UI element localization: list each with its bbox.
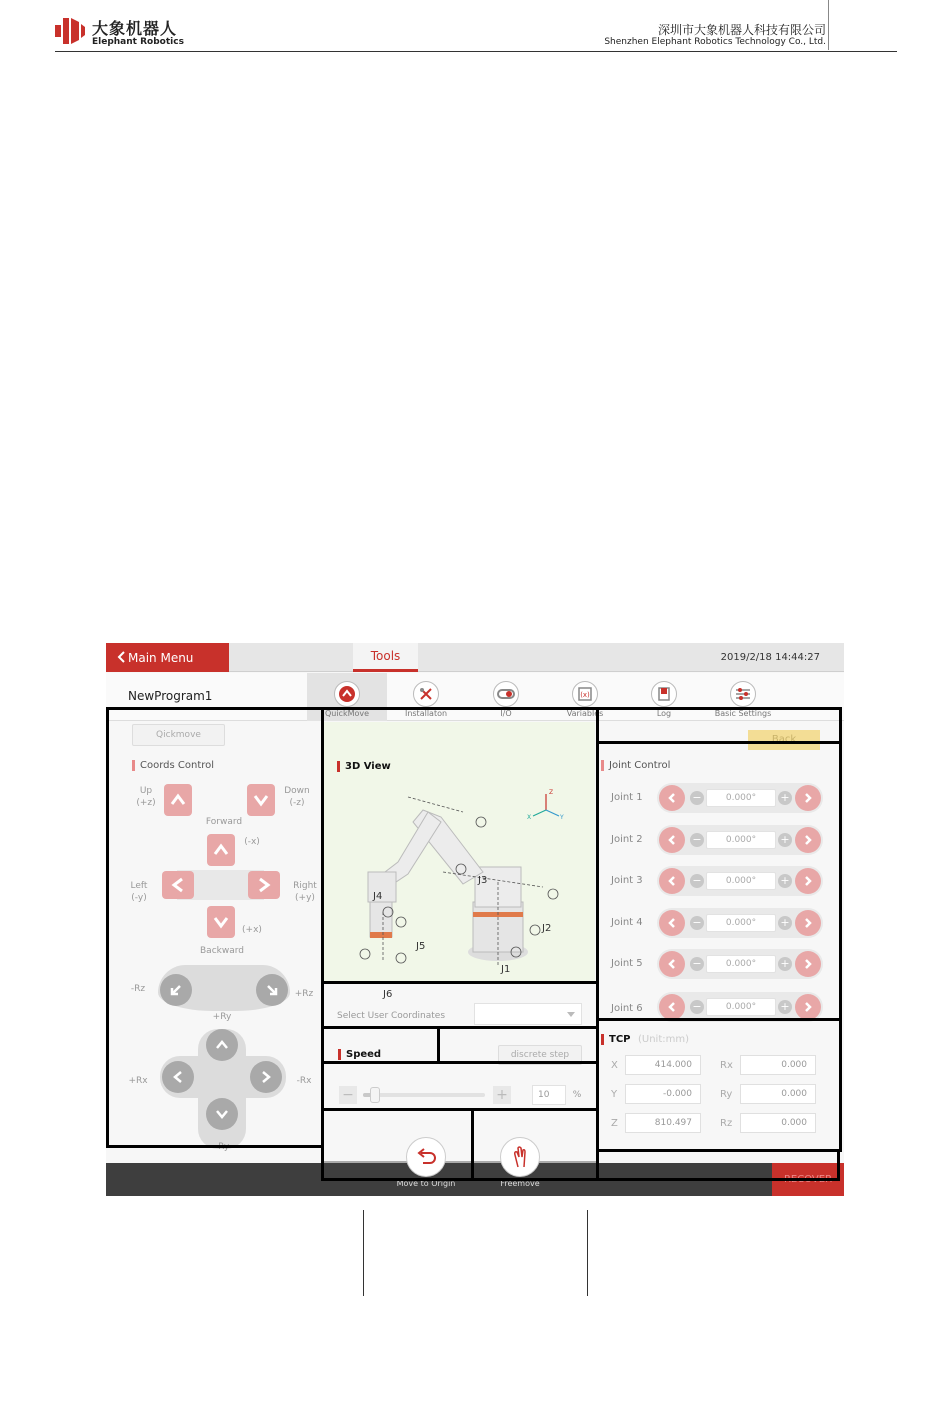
joint-label: Joint 4	[611, 917, 643, 928]
down-button[interactable]	[247, 784, 275, 816]
nav-label: I/O	[500, 709, 512, 718]
speed-title: Speed	[338, 1049, 381, 1060]
joint-6-increase-button[interactable]	[795, 994, 821, 1020]
left-label: Left (-y)	[130, 881, 148, 903]
backward-button[interactable]	[207, 906, 235, 938]
joint-1-value: 0.000°	[706, 789, 776, 807]
joint-j4-label: J4	[373, 891, 383, 902]
svg-text:(x): (x)	[580, 691, 590, 699]
axis-triad-icon	[527, 789, 564, 821]
logo-english-name: Elephant Robotics	[92, 37, 184, 47]
joint-2-step-plus-button[interactable]: +	[778, 833, 792, 847]
joint-row-2	[611, 824, 826, 856]
pos-rx-label: +Rx	[128, 1076, 148, 1086]
joint-row-5	[611, 948, 826, 980]
backward-label: Backward	[200, 946, 244, 956]
forward-axis-label: (-x)	[244, 837, 260, 847]
coords-control-title: Coords Control	[132, 760, 214, 771]
back-button[interactable]: Back	[748, 730, 820, 750]
select-user-coordinates-label: Select User Coordinates	[337, 1011, 446, 1021]
speed-decrease-button[interactable]: −	[339, 1086, 357, 1104]
arrow-down-right-icon	[264, 982, 280, 998]
callout-line-left	[363, 1210, 364, 1296]
joint-2-decrease-button[interactable]	[659, 827, 685, 853]
joint-5-value: 0.000°	[706, 955, 776, 973]
forward-label: Forward	[205, 817, 243, 827]
joint-6-step-plus-button[interactable]: +	[778, 1000, 792, 1014]
chevron-right-icon	[802, 875, 814, 887]
3d-view-panel[interactable]	[323, 722, 595, 1000]
chevron-left-icon	[170, 1069, 186, 1085]
datetime-display: 2019/2/18 14:44:27	[720, 652, 820, 663]
left-button[interactable]	[162, 871, 194, 899]
joint-row-1	[611, 782, 826, 814]
joint-4-increase-button[interactable]	[795, 910, 821, 936]
tcp-unit: (Unit:mm)	[637, 1034, 689, 1045]
joint-5-increase-button[interactable]	[795, 951, 821, 977]
freemove-button[interactable]	[500, 1137, 540, 1177]
app-screenshot	[106, 643, 844, 1196]
joint-3-increase-button[interactable]	[795, 868, 821, 894]
neg-rz-label: -Rz	[130, 984, 146, 994]
elephant-logo-icon	[55, 16, 85, 46]
joint-label: Joint 5	[611, 958, 643, 969]
return-arrow-icon	[415, 1148, 437, 1166]
joint-control-track	[657, 908, 823, 938]
joint-2-value: 0.000°	[706, 831, 776, 849]
tcp-y-value: -0.000	[625, 1084, 701, 1104]
tcp-z-value: 810.497	[625, 1113, 701, 1133]
right-button[interactable]	[248, 871, 280, 899]
tcp-z-label: Z	[611, 1118, 618, 1129]
chevron-right-icon	[802, 792, 814, 804]
speed-thumb[interactable]	[370, 1087, 380, 1103]
joint-2-increase-button[interactable]	[795, 827, 821, 853]
recover-button[interactable]: RECOVER	[772, 1163, 844, 1196]
main-menu-button[interactable]	[106, 643, 229, 672]
joint-4-step-plus-button[interactable]: +	[778, 916, 792, 930]
3d-view-title: 3D View	[337, 761, 391, 772]
main-menu-label: Main Menu	[128, 650, 194, 665]
move-to-origin-button[interactable]	[406, 1137, 446, 1177]
chevron-left-icon	[666, 875, 678, 887]
joint-label: Joint 6	[611, 1003, 643, 1014]
rotate-pos-ry-button[interactable]	[206, 1029, 238, 1061]
nav-installation[interactable]	[386, 673, 466, 721]
joint-2-step-minus-button[interactable]: −	[690, 833, 704, 847]
tcp-ry-label: Ry	[720, 1089, 733, 1100]
nav-label: Variables	[566, 709, 604, 718]
chevron-right-icon	[802, 958, 814, 970]
discrete-step-button[interactable]: discrete step	[498, 1045, 582, 1065]
joint-1-step-minus-button[interactable]: −	[690, 791, 704, 805]
chevron-right-icon	[802, 834, 814, 846]
header-rule	[55, 51, 897, 52]
rotate-pos-rz-button[interactable]	[256, 974, 288, 1006]
program-name: NewProgram1	[128, 689, 213, 703]
right-label: Right (+y)	[293, 881, 317, 903]
joint-3-step-plus-button[interactable]: +	[778, 874, 792, 888]
joint-5-step-plus-button[interactable]: +	[778, 957, 792, 971]
chevron-up-icon	[169, 791, 187, 809]
tcp-title: TCP (Unit:mm)	[601, 1034, 689, 1045]
chevron-right-icon	[258, 1069, 274, 1085]
chevron-up-icon	[214, 1037, 230, 1053]
chevron-left-icon	[169, 876, 187, 894]
joint-row-6	[611, 991, 826, 1023]
chevron-down-icon	[214, 1106, 230, 1122]
speed-value-input[interactable]: 10	[532, 1085, 566, 1105]
joint-control-track	[657, 949, 823, 979]
nav-label: QuickMove	[324, 709, 370, 718]
pos-rz-label: +Rz	[294, 989, 314, 999]
chevron-down-icon	[212, 913, 230, 931]
joint-j6-label: J6	[383, 989, 393, 1000]
joint-6-step-minus-button[interactable]: −	[690, 1000, 704, 1014]
joint-control-track	[657, 783, 823, 813]
tcp-y-label: Y	[611, 1089, 618, 1100]
nav-label: Log	[656, 709, 672, 718]
joint-label: Joint 2	[611, 834, 643, 845]
rotate-neg-ry-button[interactable]	[206, 1098, 238, 1130]
header-divider-vertical	[828, 0, 829, 50]
forward-button[interactable]	[207, 834, 235, 866]
joint-3-step-minus-button[interactable]: −	[690, 874, 704, 888]
joint-5-step-minus-button[interactable]: −	[690, 957, 704, 971]
nav-variables[interactable]	[545, 673, 625, 721]
axis-y-label: Y	[560, 814, 564, 821]
joint-4-decrease-button[interactable]	[659, 910, 685, 936]
joint-row-3	[611, 865, 826, 897]
joint-row-4	[611, 907, 826, 939]
joint-3-decrease-button[interactable]	[659, 868, 685, 894]
joint-4-value: 0.000°	[706, 914, 776, 932]
nav-label: Basic Settings	[714, 709, 772, 718]
joint-5-decrease-button[interactable]	[659, 951, 685, 977]
joint-j1-label: J1	[501, 964, 511, 975]
joint-label: Joint 1	[611, 792, 643, 803]
joint-3-value: 0.000°	[706, 872, 776, 890]
joint-label: Joint 3	[611, 875, 643, 886]
arrow-down-left-icon	[168, 982, 184, 998]
joint-j2-label: J2	[542, 923, 552, 934]
speed-increase-button[interactable]: +	[493, 1086, 511, 1104]
nav-quickmove[interactable]	[307, 673, 387, 721]
speed-slider[interactable]	[339, 1086, 511, 1104]
rotate-neg-rz-button[interactable]	[160, 974, 192, 1006]
chevron-left-icon	[666, 958, 678, 970]
callout-line-right	[587, 1210, 588, 1296]
sub-toolbar	[106, 673, 844, 721]
tcp-rx-value: 0.000	[740, 1055, 816, 1075]
speed-track	[363, 1093, 485, 1097]
move-to-origin-label: Move to Origin	[396, 1179, 456, 1188]
speed-unit: %	[572, 1090, 582, 1100]
joint-1-step-plus-button[interactable]: +	[778, 791, 792, 805]
nav-log[interactable]	[624, 673, 704, 721]
tools-icon	[413, 681, 439, 707]
tcp-rz-value: 0.000	[740, 1113, 816, 1133]
joint-control-track	[657, 866, 823, 896]
chevron-right-icon	[255, 876, 273, 894]
rotate-neg-rx-button[interactable]	[250, 1061, 282, 1093]
chevron-up-icon	[212, 841, 230, 859]
chevron-right-icon	[802, 1001, 814, 1013]
backward-axis-label: (+x)	[242, 925, 262, 935]
company-name-chinese: 深圳市大象机器人科技有限公司	[657, 23, 826, 37]
chevron-left-icon	[115, 650, 129, 664]
joint-6-decrease-button[interactable]	[659, 994, 685, 1020]
tcp-ry-value: 0.000	[740, 1084, 816, 1104]
qickmove-button[interactable]: Qickmove	[132, 724, 225, 746]
joint-control-track	[657, 825, 823, 855]
pos-ry-label: +Ry	[212, 1012, 232, 1022]
nav-basic-settings[interactable]	[703, 673, 783, 721]
up-button[interactable]	[164, 784, 192, 816]
joint-6-value: 0.000°	[706, 998, 776, 1016]
tcp-x-label: X	[611, 1060, 618, 1071]
joint-1-increase-button[interactable]	[795, 785, 821, 811]
logo-chinese-name: 大象机器人	[92, 19, 178, 38]
tcp-x-value: 414.000	[625, 1055, 701, 1075]
freemove-label: Freemove	[500, 1179, 540, 1188]
chevron-right-icon	[802, 917, 814, 929]
nav-label: Installaton	[404, 709, 448, 718]
top-bar	[106, 643, 844, 672]
rotate-pos-rx-button[interactable]	[162, 1061, 194, 1093]
quickmove-icon	[334, 681, 360, 707]
document-header	[0, 0, 950, 60]
chevron-left-icon	[666, 1001, 678, 1013]
chevron-left-icon	[666, 792, 678, 804]
joint-1-decrease-button[interactable]	[659, 785, 685, 811]
axis-z-label: Z	[549, 789, 554, 796]
variables-icon	[572, 681, 598, 707]
down-label: Down (-z)	[284, 786, 310, 808]
tcp-rz-label: Rz	[720, 1118, 733, 1129]
hand-icon	[512, 1145, 528, 1169]
chevron-down-icon	[252, 791, 270, 809]
neg-rx-label: -Rx	[296, 1076, 312, 1086]
log-icon	[651, 681, 677, 707]
io-icon	[493, 681, 519, 707]
axis-x-label: X	[527, 814, 532, 821]
neg-ry-label: -Ry	[214, 1142, 230, 1152]
robot-arm-illustration	[323, 722, 595, 1000]
chevron-left-icon	[666, 834, 678, 846]
tcp-rx-label: Rx	[720, 1060, 733, 1071]
chevron-left-icon	[666, 917, 678, 929]
joint-4-step-minus-button[interactable]: −	[690, 916, 704, 930]
joint-j5-label: J5	[416, 941, 426, 952]
settings-icon	[730, 681, 756, 707]
joint-control-title: Joint Control	[601, 760, 670, 771]
user-coordinates-select[interactable]	[474, 1003, 582, 1025]
joint-control-track	[657, 992, 823, 1022]
company-name-english: Shenzhen Elephant Robotics Technology Co., Ltd.	[604, 37, 826, 47]
nav-io[interactable]	[466, 673, 546, 721]
joint-j3-label: J3	[478, 875, 488, 886]
chevron-down-icon	[567, 1012, 575, 1018]
tab-tools[interactable]: Tools	[353, 643, 418, 672]
up-label: Up (+z)	[136, 786, 156, 808]
